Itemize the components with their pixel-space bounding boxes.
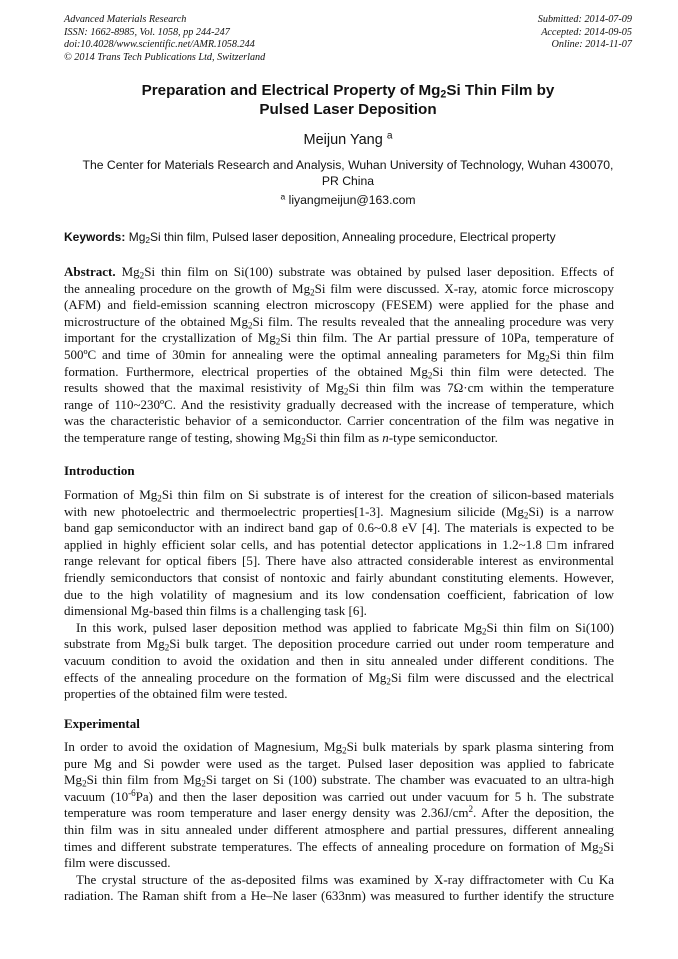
keywords-text: Si thin film, Pulsed laser deposition, Annealing procedure, Electrical property xyxy=(150,230,556,244)
abstract-text: the annealing procedure on the growth of Mg xyxy=(64,280,311,296)
body-text: times and different substrate temperatures. The effects of annealing procedure on formation of Mg xyxy=(64,838,599,854)
abstract-text: Si thin film xyxy=(549,346,615,362)
superscript: 2 xyxy=(468,804,474,815)
abstract-text: Si thin film on Si(100) substrate was obtained by pulsed laser deposition. Effects of xyxy=(144,264,614,279)
body-text: pure Mg and Si powder were used as the target. Pulsed laser deposition was applied to fabricate xyxy=(64,755,614,771)
subscript: 2 xyxy=(427,369,433,380)
title-text: Si Thin Film by xyxy=(446,82,555,99)
body-text: Si target on Si (100) substrate. The chamber was evacuated to an ultra-high xyxy=(205,772,614,788)
experimental-body xyxy=(64,739,614,905)
subscript: 2 xyxy=(386,675,391,686)
author-email[interactable] xyxy=(64,192,632,208)
affiliation-line: PR China xyxy=(321,174,375,188)
journal-doi: doi:10.4028/www.scientific.net/AMR.1058.244 xyxy=(64,39,255,51)
body-text: vacuum (10 xyxy=(64,788,129,804)
subscript: 2 xyxy=(301,436,306,447)
subscript: 2 xyxy=(201,778,206,789)
abstract-text: Mg xyxy=(115,264,140,279)
body-text: with new photoelectric and thermoelectric properties[1-3]. Magnesium silicide (Mg xyxy=(64,503,524,519)
body-text: Si bulk materials by spark plasma sintering from xyxy=(346,739,614,754)
affiliation-line: The Center for Materials Research and Analysis, Wuhan University of Technology, Wuhan 430070, xyxy=(82,158,614,172)
abstract-text: microstructure of the obtained Mg xyxy=(64,313,248,329)
body-text: properties of the obtained film were tested. xyxy=(64,686,288,702)
title-subscript: 2 xyxy=(440,88,447,101)
section-heading-experimental: Experimental xyxy=(64,716,140,731)
abstract-text: Si film. The results revealed that the annealing procedure was very xyxy=(252,313,615,329)
introduction-body xyxy=(64,487,614,703)
subscript: 2 xyxy=(247,320,253,331)
body-text: Si thin film from Mg xyxy=(86,772,202,788)
abstract-text: n xyxy=(382,429,389,445)
body-text: vacuum condition to avoid the oxidation and then in situ annealed under different conditions. The xyxy=(64,652,614,668)
author-mark: a xyxy=(386,130,393,142)
abstract-text: important for the crystallization of Mg xyxy=(64,330,276,346)
body-text: band gap semiconductor with an indirect band gap of 0.6~0.8 eV [4]. The materials is expected to be xyxy=(64,520,614,536)
title-text: Preparation and Electrical Property of Mg xyxy=(141,82,441,99)
body-text: effects of the annealing procedure on the formation of Mg xyxy=(64,669,387,685)
email-mark: a xyxy=(280,191,286,202)
paper-title xyxy=(64,82,632,119)
subscript: 2 xyxy=(310,286,315,297)
keywords-label: Keywords: xyxy=(64,230,126,244)
body-text: Si) is a narrow xyxy=(528,503,614,519)
body-text: range relevant for optical fibers [5]. There have also attracted considerable interest as environmental xyxy=(64,553,614,569)
abstract-text: Si film were discussed. X-ray, atomic force microscopy xyxy=(314,280,615,296)
body-text: Mg xyxy=(64,772,83,788)
subscript: 2 xyxy=(545,353,550,364)
email-address[interactable]: liyangmeijun@163.com xyxy=(285,193,416,207)
body-text: applied in highly efficient solar cells, and has potential detector applications in 1.2~1.8 □m infrared xyxy=(64,536,614,552)
subscript: 2 xyxy=(343,386,349,397)
body-text: dimensional Mg-based thin films is a challenging task [6]. xyxy=(64,603,367,619)
subscript: 2 xyxy=(145,235,151,246)
subscript: 2 xyxy=(275,336,281,347)
abstract-text: (AFM) and field-emission scanning electron microscopy (FESEM) were applied for the phase and xyxy=(64,297,614,313)
body-text: Si film were discussed and the electrical xyxy=(390,669,614,685)
body-text: Formation of Mg xyxy=(64,487,158,502)
subscript: 2 xyxy=(523,509,529,520)
body-text: temperature was room temperature and laser energy density was 2.36J/cm xyxy=(64,805,469,821)
subscript: 2 xyxy=(157,493,162,504)
body-text: Si xyxy=(603,838,614,854)
section-heading-introduction: Introduction xyxy=(64,463,135,478)
online-date: Online: 2014-11-07 xyxy=(551,39,632,51)
subscript: 2 xyxy=(82,778,87,789)
journal-header-left xyxy=(64,14,265,64)
body-text: Si bulk target. The deposition procedure carried out under room temperature and xyxy=(169,636,614,652)
body-text: substrate from Mg xyxy=(64,636,165,652)
body-text: In order to avoid the oxidation of Magnesium, Mg xyxy=(64,739,343,754)
body-text: . After the deposition, the xyxy=(473,805,614,821)
body-text: In this work, pulsed laser deposition method was applied to fabricate Mg xyxy=(76,619,482,635)
abstract-text: the temperature range of testing, showing Mg xyxy=(64,429,302,445)
abstract-text: Si thin film. The Ar partial pressure of 10Pa, temperature of xyxy=(280,330,614,346)
body-text: friendly semiconductors that consist of nontoxic and fairly abundant constituting elements. However, xyxy=(64,569,614,585)
superscript: -6 xyxy=(128,787,136,798)
keywords xyxy=(64,229,634,245)
body-text: due to the high volatility of magnesium and its low condensation coefficient, fabrication of low xyxy=(64,586,614,602)
abstract-text: Si thin film were detected. The xyxy=(432,363,614,379)
abstract-text: range of 110~230ºC. And the resistivity gradually decreased with the increase of temperature, which xyxy=(64,396,614,412)
abstract-text: Si thin film as xyxy=(305,429,383,445)
subscript: 2 xyxy=(139,270,145,281)
journal-header-right xyxy=(538,14,632,52)
abstract-text: -type semiconductor. xyxy=(388,429,498,445)
subscript: 2 xyxy=(598,844,604,855)
affiliation xyxy=(64,157,632,189)
body-text: thin film was in situ annealed under different atmosphere and partial pressures, different annealing xyxy=(64,821,614,837)
journal-issn: ISSN: 1662-8985, Vol. 1058, pp 244-247 xyxy=(64,26,230,38)
keywords-text: Mg xyxy=(125,230,146,244)
abstract xyxy=(64,264,614,447)
body-text: The crystal structure of the as-deposited films was examined by X-ray diffractometer with Cu Ka xyxy=(76,871,614,887)
subscript: 2 xyxy=(342,745,347,756)
abstract-text: results showed that the maximal resistivity of Mg xyxy=(64,380,344,396)
abstract-text: formation. Furthermore, electrical properties of the obtained Mg xyxy=(64,363,428,379)
body-text: Pa) and then the laser deposition was carried out under vacuum for 5 h. The substrate xyxy=(135,788,615,804)
author-name: Meijun Yang xyxy=(303,132,387,148)
journal-name: Advanced Materials Research xyxy=(64,14,187,25)
abstract-text: Si thin film was 7Ω·cm within the temperature xyxy=(348,380,615,396)
submitted-date: Submitted: 2014-07-09 xyxy=(537,14,632,25)
body-text: radiation. The Raman shift from a He–Ne laser (633nm) was measured to further identify the structure xyxy=(64,888,614,904)
body-text: Si thin film on Si(100) xyxy=(486,619,614,635)
abstract-label: Abstract. xyxy=(64,264,116,279)
author xyxy=(64,131,632,149)
abstract-text: was the characteristic behavior of a semiconductor. Carrier concentration of the film was negative in xyxy=(64,413,614,429)
journal-copyright: © 2014 Trans Tech Publications Ltd, Switzerland xyxy=(64,51,266,63)
subscript: 2 xyxy=(164,642,170,653)
body-text: film were discussed. xyxy=(64,855,171,871)
title-text: Pulsed Laser Deposition xyxy=(259,100,437,118)
body-text: Si thin film on Si substrate is of interest for the creation of silicon-based materials xyxy=(161,487,614,502)
accepted-date: Accepted: 2014-09-05 xyxy=(541,26,632,38)
abstract-text: 500ºC and time of 30min for annealing were the optimal annealing parameters for Mg xyxy=(64,346,546,362)
subscript: 2 xyxy=(481,626,487,637)
